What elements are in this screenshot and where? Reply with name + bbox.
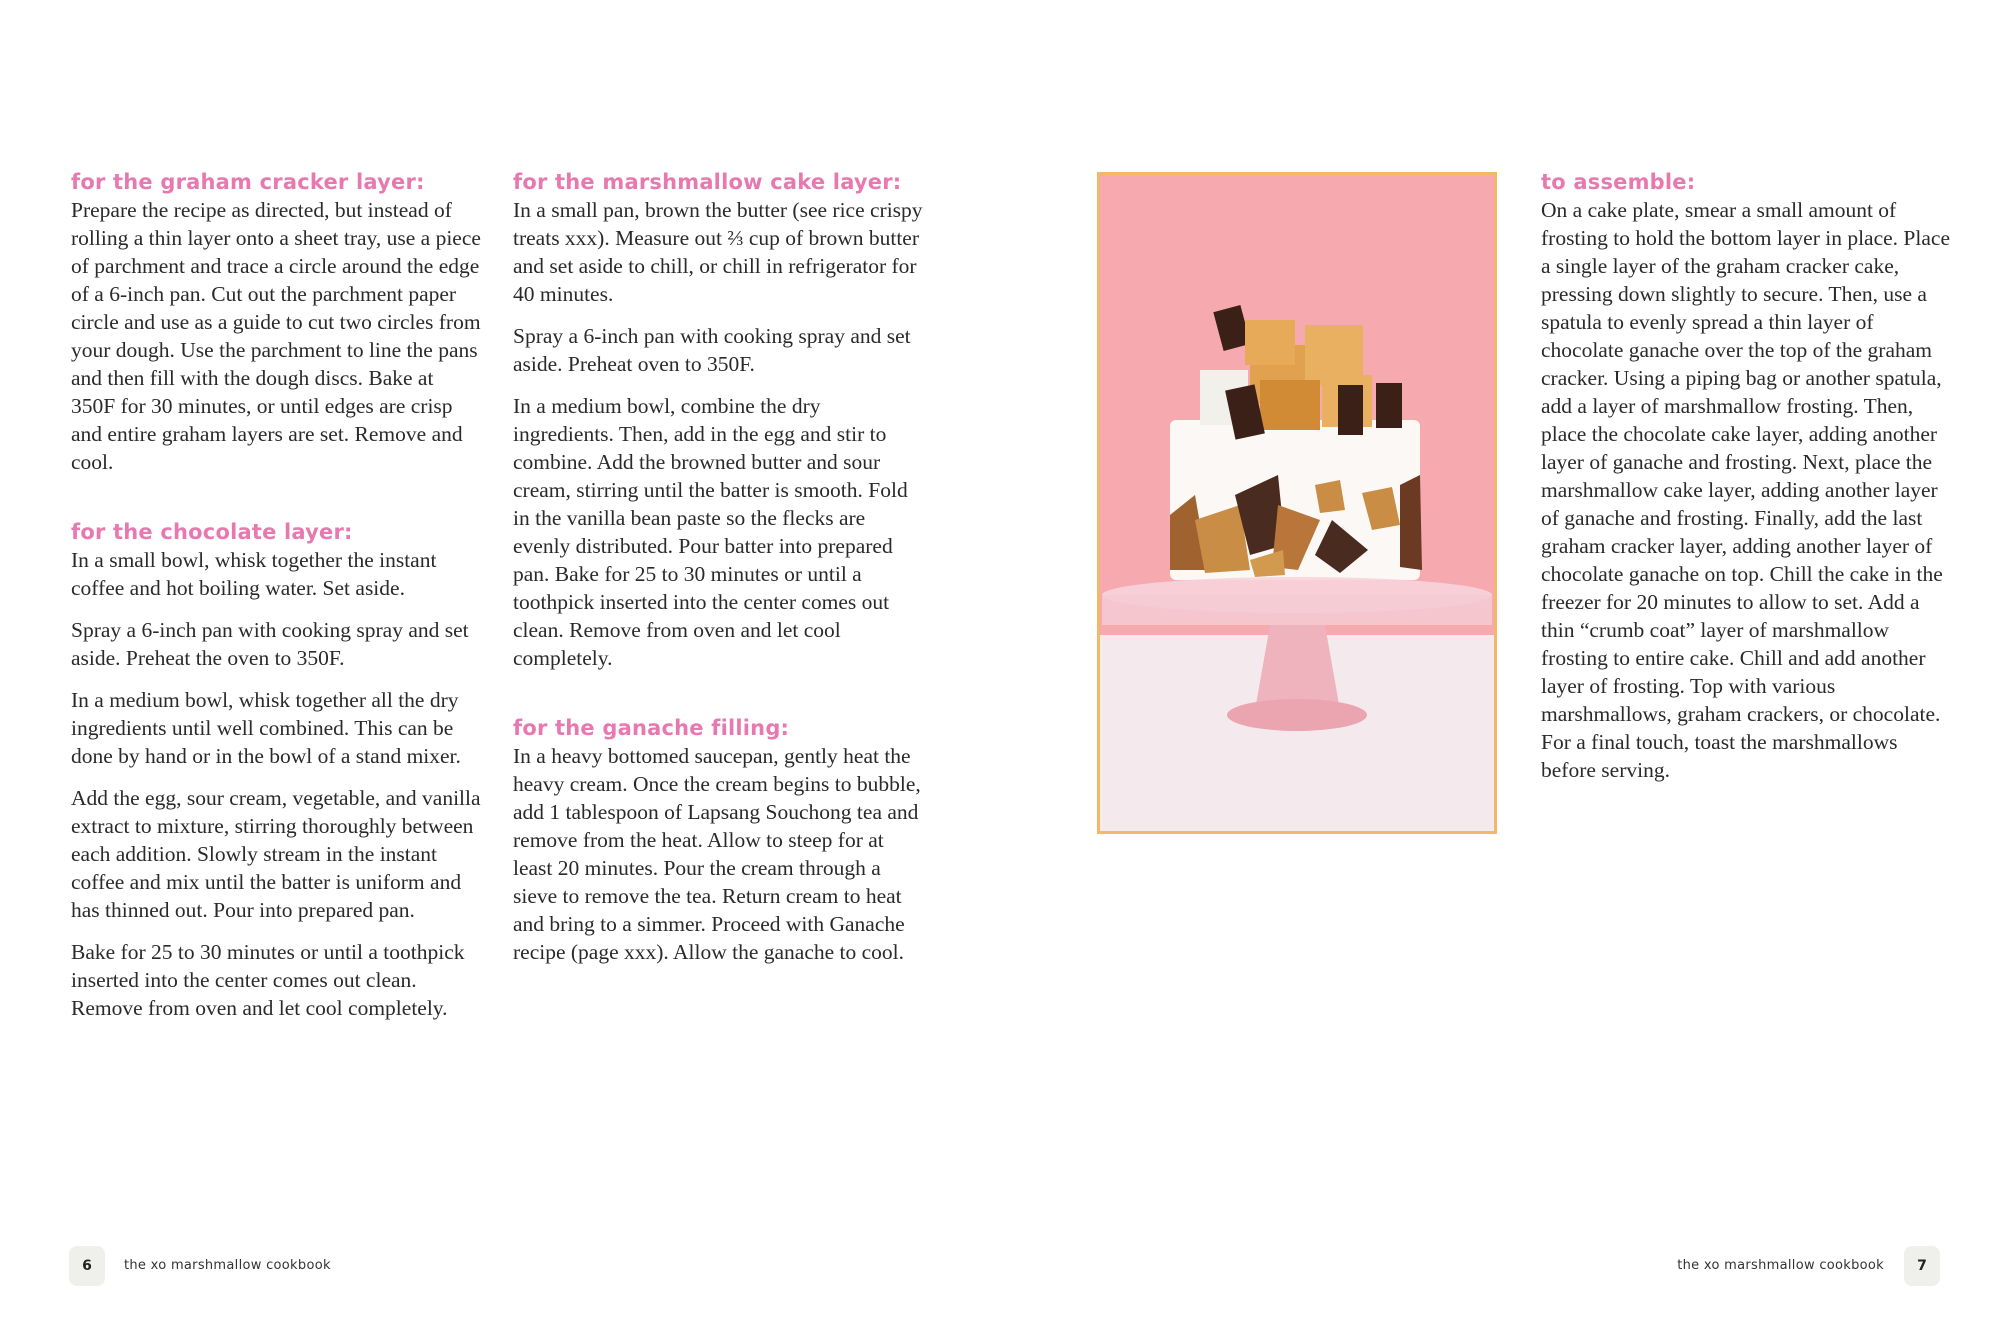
paragraph: In a medium bowl, combine the dry ingredients. Then, add in the egg and stir to combine. Add the browned butter and sour cream, stirring until the batter is smooth. Fold in the vanilla bean paste so the flecks are evenly distributed. Pour batter into prepared pan. Bake for 25 to 30 minutes or until a toothpick inserted into the center comes out clean. Remove from oven and let cool completely. [513, 394, 908, 670]
left-column-1 [71, 168, 481, 1064]
section-chocolate-layer [71, 518, 481, 1022]
page-number-badge-right: 7 [1904, 1246, 1940, 1286]
paragraph: Bake for 25 to 30 minutes or until a toothpick inserted into the center comes out clean. Remove from oven and let cool completely. [71, 940, 465, 1020]
section-marshmallow-cake-layer [513, 168, 923, 672]
section-graham-cracker-layer [71, 168, 481, 476]
cake-photo [1097, 172, 1497, 834]
section-heading: for the graham cracker layer: [71, 170, 425, 194]
paragraph: Spray a 6-inch pan with cooking spray and set aside. Preheat the oven to 350F. [71, 618, 469, 670]
page-number-badge-left: 6 [69, 1246, 105, 1286]
smores-cake-illustration [1100, 175, 1494, 831]
paragraph: In a medium bowl, whisk together all the dry ingredients until well combined. This can be done by hand or in the bowl of a stand mixer. [71, 688, 461, 768]
section-heading: for the ganache filling: [513, 716, 790, 740]
running-title-right: the xo marshmallow cookbook [1677, 1258, 1884, 1273]
paragraph: Prepare the recipe as directed, but instead of rolling a thin layer onto a sheet tray, use a piece of parchment and trace a circle around the edge of a 6-inch pan. Cut out the parchment paper circle and use as a guide to cut two circles from your dough. Use the parchment to line the pans and then fill with the dough discs. Bake at 350F for 30 minutes, or until edges are crisp and entire graham layers are set. Remove and cool. [71, 198, 481, 474]
running-title-left: the xo marshmallow cookbook [124, 1258, 331, 1273]
section-heading: for the chocolate layer: [71, 520, 353, 544]
paragraph: In a small bowl, whisk together the instant coffee and hot boiling water. Set aside. [71, 548, 437, 600]
paragraph: In a small pan, brown the butter (see rice crispy treats xxx). Measure out ⅔ cup of brown butter and set aside to chill, or chill in refrigerator for 40 minutes. [513, 198, 923, 306]
section-heading: for the marshmallow cake layer: [513, 170, 902, 194]
section-heading: to assemble: [1541, 170, 1696, 194]
paragraph: On a cake plate, smear a small amount of frosting to hold the bottom layer in place. Place a single layer of the graham cracker cake, pressing down slightly to secure. Then, use a spatula to evenly spread a thin layer of chocolate ganache over the top of the graham cracker. Using a piping bag or another spatula, add a layer of marshmallow frosting. Then, place the chocolate cake layer, adding another layer of ganache and frosting. Next, place the marshmallow cake layer, adding another layer of ganache and frosting. Finally, add the last graham cracker layer, adding another layer of chocolate ganache on top. Chill the cake in the freezer for 20 minutes to allow to set. Add a thin “crumb coat” layer of marshmallow frosting to entire cake. Chill and add another layer of frosting. Top with various marshmallows, graham crackers, or chocolate. For a final touch, toast the marshmallows before serving. [1541, 198, 1950, 782]
paragraph: In a heavy bottomed saucepan, gently heat the heavy cream. Once the cream begins to bubble, add 1 tablespoon of Lapsang Souchong tea and remove from the heat. Allow to steep for at least 20 minutes. Pour the cream through a sieve to remove the tea. Return cream to heat and bring to a simmer. Proceed with Ganache recipe (page xxx). Allow the ganache to cool. [513, 744, 921, 964]
paragraph: Add the egg, sour cream, vegetable, and vanilla extract to mixture, stirring thoroughly between each addition. Slowly stream in the instant coffee and mix until the batter is uniform and has thinned out. Pour into prepared pan. [71, 786, 481, 922]
paragraph: Spray a 6-inch pan with cooking spray and set aside. Preheat oven to 350F. [513, 324, 911, 376]
section-ganache-filling [513, 714, 923, 966]
left-column-2 [513, 168, 923, 1008]
section-to-assemble [1541, 168, 1951, 784]
right-column [1541, 168, 1951, 826]
